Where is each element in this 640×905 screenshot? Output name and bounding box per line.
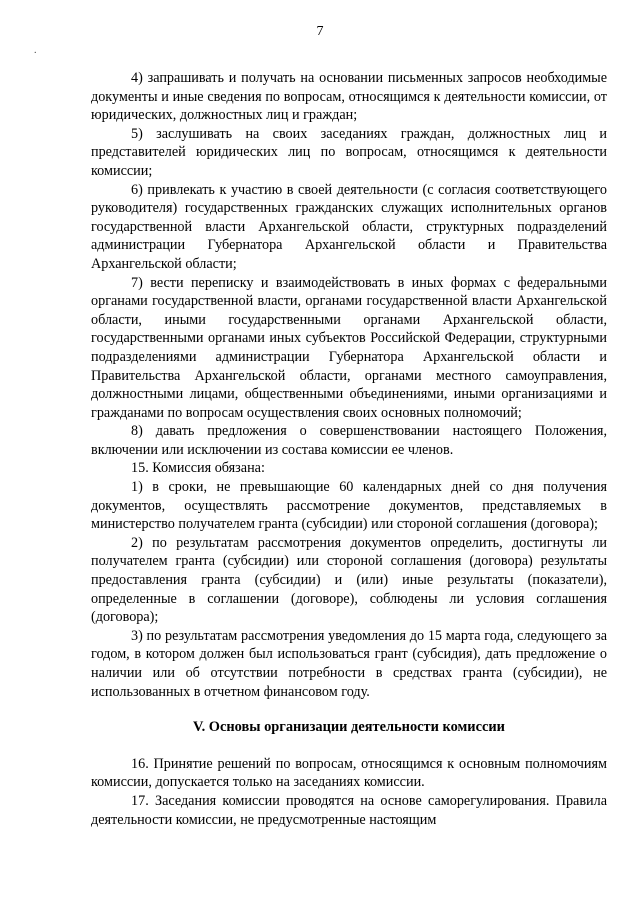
paragraph-item-8: 8) давать предложения о совершенствовании настоящего Положения, включении или исключении из состава комиссии ее членов. [91, 423, 607, 458]
paragraph-clause-15-item-1: 1) в сроки, не превышающие 60 календарных дней со дня получения документов, осуществлять рассмотрение документов, представляемых в министерство получателем гранта (субсидии) или стороной соглашения (договора); [91, 479, 607, 533]
paragraph-item-5: 5) заслушивать на своих заседаниях граждан, должностных лиц и представителей юридических лиц по вопросам, относящимся к деятельности комиссии; [91, 125, 607, 179]
section-heading: V. Основы организации деятельности комиссии [193, 719, 505, 736]
paragraph-clause-15-item-2: 2) по результатам рассмотрения документов определить, достигнуты ли получателем гранта (субсидии) или стороной соглашения (договора) результаты предоставления гранта (субсидии) и (или) иные результаты (показатели), определенные в соглашении (договоре), соблюдены ли условия соглашения (договора); [91, 534, 607, 626]
page-number: 7 [316, 24, 324, 39]
margin-mark: . [34, 45, 37, 56]
paragraph-item-7: 7) вести переписку и взаимодействовать в иных формах с федеральными органами государственной власти, органами государственной власти Архангельской области, иными государственными органами Архангельской области, государственными органами иных субъектов Российской Федерации, структурными подразделениями администрации Губернатора Архангельской области и Правительства Архангельской области, органами местного самоуправления, должностными лицами, общественными объединениями, иными организациями и гражданами по вопросам осуществления своих основных полномочий; [91, 274, 607, 421]
paragraph-item-6: 6) привлекать к участию в своей деятельности (с согласия соответствующего руководителя) государственных гражданских служащих исполнительных органов государственной власти Архангельской области, структурных подразделений администрации Губернатора Архангельской области и Правительства Архангельской области; [91, 181, 607, 272]
paragraph-clause-15: 15. Комиссия обязана: [131, 460, 265, 477]
document-body [91, 69, 607, 829]
paragraph-clause-17: 17. Заседания комиссии проводятся на основе саморегулирования. Правила деятельности комиссии, не предусмотренные настоящим [91, 792, 607, 828]
paragraph-clause-16: 16. Принятие решений по вопросам, относящимся к основным полномочиям комиссии, допускается только на заседаниях комиссии. [91, 755, 607, 791]
paragraph-clause-15-item-3: 3) по результатам рассмотрения уведомления до 15 марта года, следующего за годом, в котором должен был использоваться грант (субсидия), дать предложение о наличии или об отсутствии потребности в средствах гранта (субсидии), не использованных в отчетном финансовом году. [91, 627, 607, 700]
paragraph-item-4: 4) запрашивать и получать на основании письменных запросов необходимые документы и иные сведения по вопросам, относящимся к деятельности комиссии, от юридических, должностных лиц и граждан; [91, 70, 607, 124]
